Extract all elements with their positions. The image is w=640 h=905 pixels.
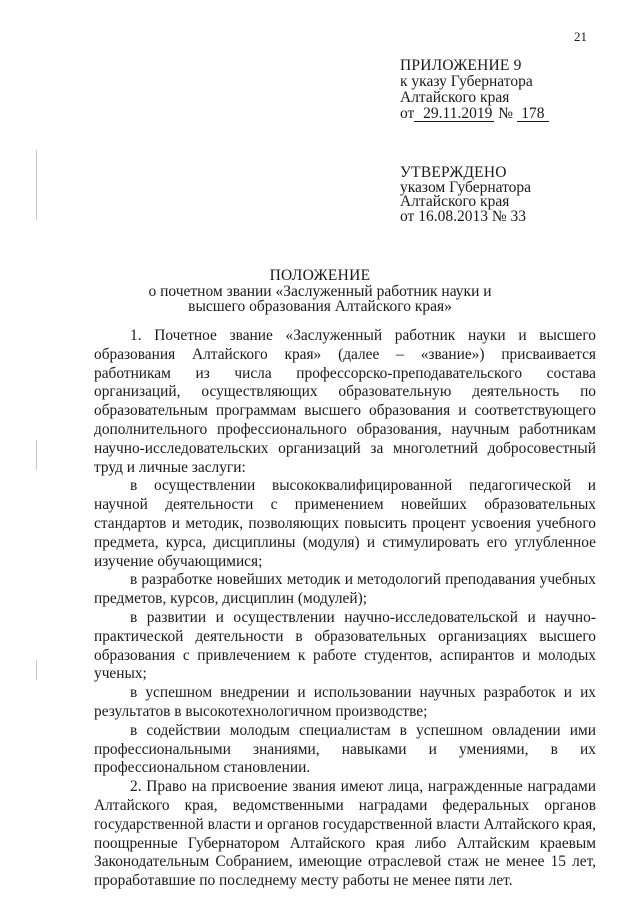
heading-title: ПОЛОЖЕНИЕ [269, 267, 371, 284]
paragraph: в разработке новейших методик и методологий преподавания учебных предметов, курсов, дисциплин (модулей); [94, 571, 596, 608]
decree-date: 29.11.2019 [414, 107, 494, 122]
approved-block [400, 166, 600, 224]
date-prefix: от [400, 105, 415, 122]
appendix-decree-line: к указу Губернатора [400, 73, 533, 90]
scan-edge-mark [36, 150, 37, 220]
scan-edge-mark [36, 660, 37, 680]
document-body [94, 327, 596, 891]
number-prefix: № [498, 105, 513, 122]
appendix-block [400, 58, 600, 122]
paragraph: 1. Почетное звание «Заслуженный работник науки и высшего образования Алтайского края» (далее – «звание») присваивается работникам из числа профессорско-преподавательского состава организаций, осуществляющих образовательную деятельность по образовательным программам высшего образования и соответствующего дополнительного профессионального образования, научным работникам научно-исследовательских организаций за многолетний добросовестный труд и личные заслуги: [94, 327, 596, 476]
approved-title: УТВЕРЖДЕНО [400, 164, 507, 181]
appendix-date-line [400, 106, 600, 122]
appendix-title: ПРИЛОЖЕНИЕ 9 [400, 57, 522, 74]
approved-date-line: от 16.08.2013 № 33 [400, 207, 526, 225]
document-heading [0, 268, 640, 315]
paragraph: в успешном внедрении и использовании научных разработок и их результатов в высокотехнологичном производстве; [94, 684, 596, 720]
scan-edge-mark [36, 440, 37, 470]
heading-subtitle-line-2: высшего образования Алтайского края» [188, 298, 452, 315]
paragraph: в содействии молодым специалистам в успешном овладении ими профессиональными знаниями, навыками и умениями, в их профессиональном становлении. [94, 721, 596, 777]
heading-subtitle-line-1: о почетном звании «Заслуженный работник науки и [148, 282, 492, 300]
appendix-region-line: Алтайского края [400, 89, 510, 106]
decree-number: 178 [517, 107, 549, 122]
paragraph: в осуществлении высококвалифицированной педагогической и научной деятельности с применением новейших образовательных стандартов и методик, позволяющих повысить процент усвоения учебного предмета, курса, дисциплины (модуля) и стимулировать его углубленное изучение обучающимися; [94, 477, 596, 570]
approved-region-line: Алтайского края [400, 193, 510, 210]
page-number: 21 [574, 29, 587, 44]
approved-decree-line: указом Губернатора [400, 178, 532, 196]
paragraph: в развитии и осуществлении научно-исследовательской и научно-практической деятельности в образовательных организациях высшего образования с привлечением к работе студентов, аспирантов и молодых ученых; [94, 608, 596, 683]
paragraph: 2. Право на присвоение звания имеют лица, награжденные наградами Алтайского края, ведомственными наградами федеральных органов государственной власти и органов государственной власти Алтайского края, поощренные Губернатором Алтайского края либо Алтайским краевым Законодательным Собранием, имеющие отраслевой стаж не менее 15 лет, проработавшие по последнему месту работы не менее пяти лет. [94, 778, 596, 890]
